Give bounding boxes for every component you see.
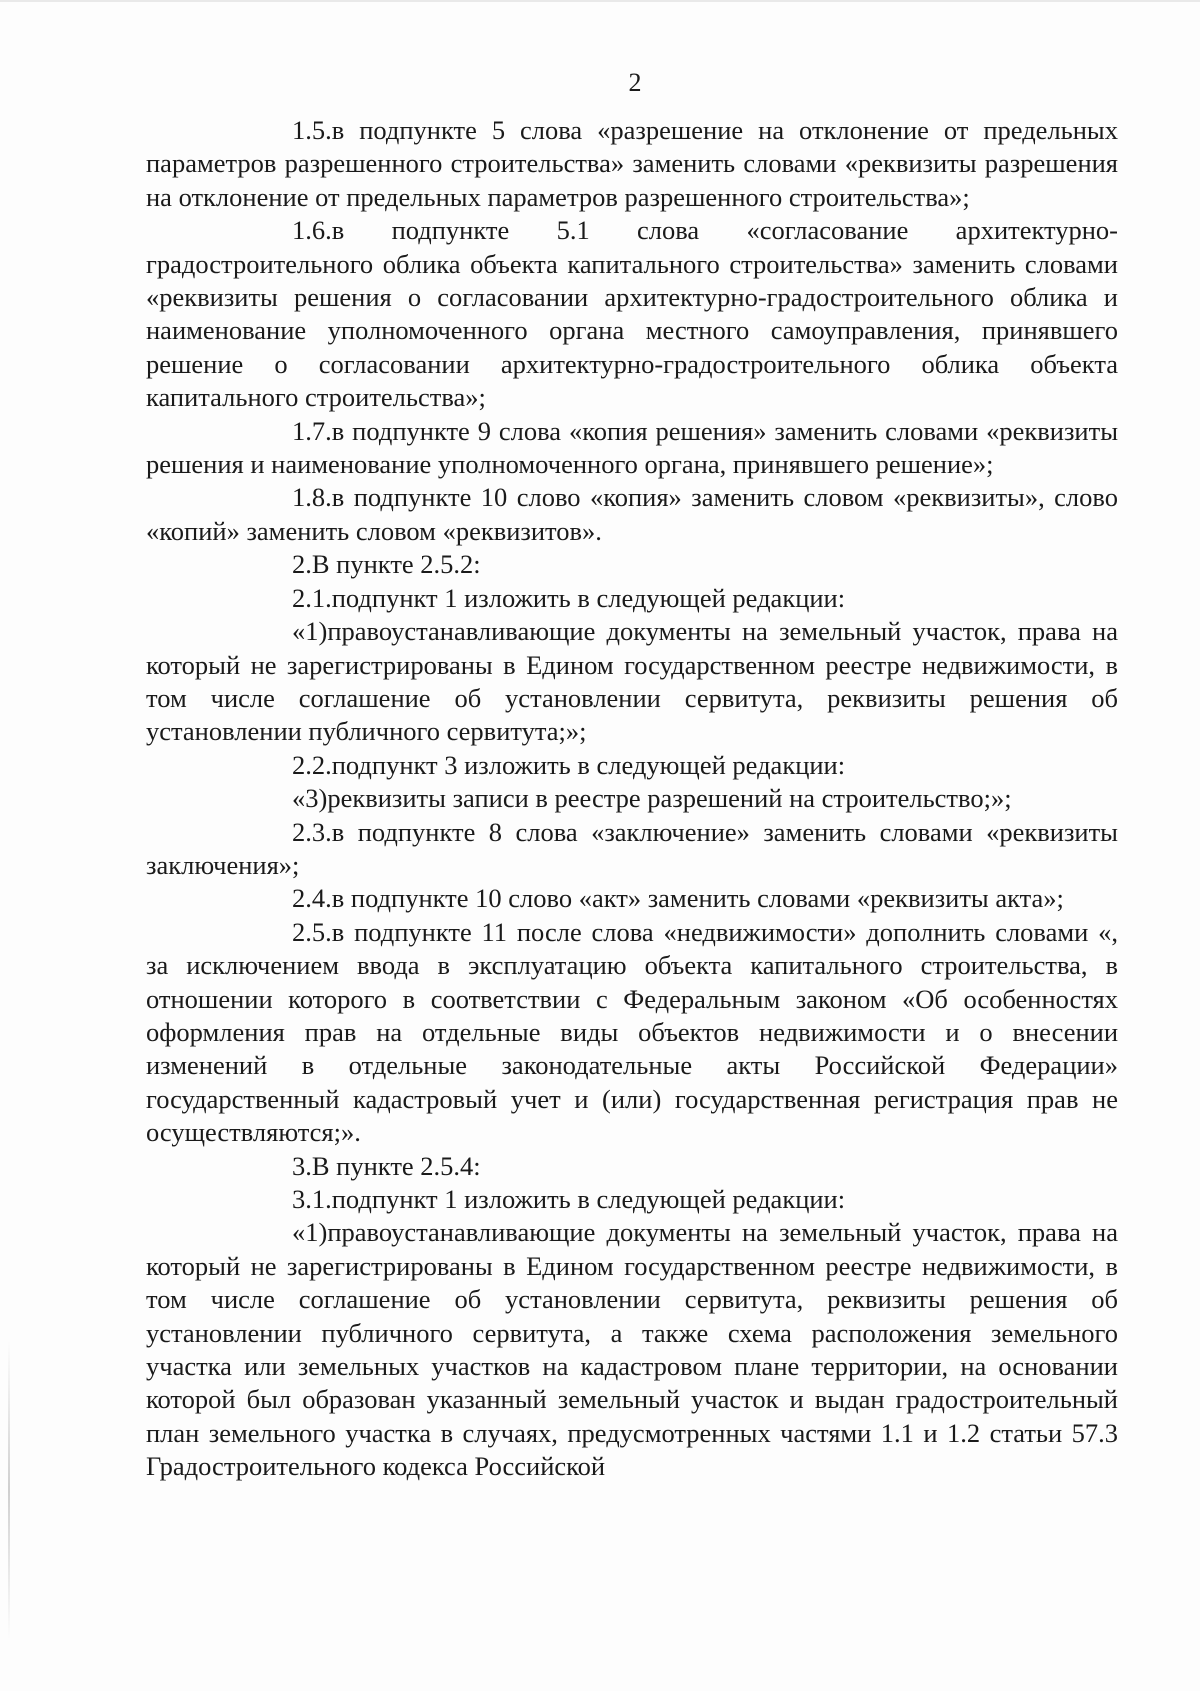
paragraph-text: реквизиты записи в реестре разрешений на строительство;»; bbox=[327, 783, 1012, 814]
paragraph-text: в подпункте 10 слово «акт» заменить словами «реквизиты акта»; bbox=[331, 883, 1064, 914]
paragraph-quote-3 bbox=[146, 782, 1118, 815]
paragraph-text: подпункт 1 изложить в следующей редакции: bbox=[331, 1184, 846, 1214]
item-number: 1.8. bbox=[292, 482, 332, 513]
document-body bbox=[146, 114, 1118, 1484]
paragraph-2 bbox=[146, 548, 1118, 581]
item-number: 2.2. bbox=[292, 749, 332, 780]
item-number: «1) bbox=[292, 616, 328, 647]
paragraph-text: правоустанавливающие документы на земельный участок, права на который не зарегистрированы в Едином государственном реестре недвижимости, в том числе соглашение об установлении сервитута, реквизиты решения об установлении публичного сервитута, а также схема расположения земельного участка или земельных участков на кадастровом плане территории, на основании которой был образован указанный земельный участок и выдан градостроительный план земельного участка в случаях, предусмотренных частями 1.1 и 1.2 статьи 57.3 Градостроительного кодекса Российской bbox=[146, 1217, 1118, 1482]
paragraph-2-2 bbox=[146, 749, 1118, 782]
paragraph-quote-1-a bbox=[146, 615, 1118, 749]
item-number: 3.1. bbox=[292, 1184, 332, 1214]
paragraph-text: в подпункте 10 слово «копия» заменить словом «реквизиты», слово «копий» заменить словом «реквизитов». bbox=[146, 482, 1118, 546]
paragraph-text: подпункт 3 изложить в следующей редакции: bbox=[331, 749, 846, 780]
paragraph-2-4 bbox=[146, 882, 1118, 915]
paragraph-text: в подпункте 5 слова «разрешение на отклонение от предельных параметров разрешенного строительства» заменить словами «реквизиты разрешения на отклонение от предельных параметров разрешенного строительства»; bbox=[146, 115, 1118, 212]
paragraph-text: в подпункте 9 слова «копия решения» заменить словами «реквизиты решения и наименование уполномоченного органа, принявшего решение»; bbox=[146, 415, 1118, 480]
paragraph-text: В пункте 2.5.2: bbox=[311, 549, 481, 580]
page-number: 2 bbox=[628, 68, 642, 97]
paragraph-3 bbox=[146, 1150, 1118, 1183]
paragraph-2-5 bbox=[146, 916, 1118, 1150]
scan-left-edge bbox=[8, 1340, 10, 1640]
item-number: 1.7. bbox=[292, 415, 332, 446]
paragraph-quote-1-b bbox=[146, 1216, 1118, 1483]
item-number: 3. bbox=[292, 1150, 312, 1181]
paragraph-text: в подпункте 8 слова «заключение» заменить словами «реквизиты заключения»; bbox=[146, 816, 1118, 880]
item-number: 2.4. bbox=[292, 883, 332, 914]
scan-top-edge bbox=[0, 0, 1200, 2]
paragraph-1-5 bbox=[146, 114, 1118, 214]
item-number: «3) bbox=[292, 783, 328, 814]
item-number: «1) bbox=[292, 1217, 328, 1248]
paragraph-text: В пункте 2.5.4: bbox=[311, 1150, 481, 1181]
paragraph-text: в подпункте 5.1 слова «согласование архитектурно-градостроительного облика объекта капитального строительства» заменить словами «реквизиты решения о согласовании архитектурно-градостроительного облика и наименование уполномоченного органа местного самоуправления, принявшего решение о согласовании архитектурно-градостроительного облика объекта капитального строительства»; bbox=[146, 215, 1118, 413]
item-number: 2. bbox=[292, 549, 312, 580]
item-number: 2.5. bbox=[292, 916, 332, 947]
paragraph-1-6 bbox=[146, 214, 1118, 414]
paragraph-1-8 bbox=[146, 481, 1118, 548]
paragraph-1-7 bbox=[146, 415, 1118, 482]
item-number: 2.1. bbox=[292, 582, 332, 613]
item-number: 1.6. bbox=[292, 215, 332, 246]
item-number: 1.5. bbox=[292, 115, 332, 145]
paragraph-2-1 bbox=[146, 582, 1118, 615]
item-number: 2.3. bbox=[292, 816, 332, 847]
paragraph-text: правоустанавливающие документы на земельный участок, права на который не зарегистрированы в Едином государственном реестре недвижимости, в том числе соглашение об установлении сервитута, реквизиты решения об установлении публичного сервитута;»; bbox=[146, 616, 1118, 747]
paragraph-text: в подпункте 11 после слова «недвижимости» дополнить словами «, за исключением ввода в эксплуатацию объекта капитального строительства, в отношении которого в соответствии с Федеральным законом «Об особенностях оформления прав на отдельные виды объектов недвижимости и о внесении изменений в отдельные законодательные акты Российской Федерации» государственный кадастровый учет и (или) государственная регистрация прав не осуществляются;». bbox=[146, 916, 1118, 1148]
paragraph-2-3 bbox=[146, 816, 1118, 883]
paragraph-3-1 bbox=[146, 1183, 1118, 1216]
paragraph-text: подпункт 1 изложить в следующей редакции: bbox=[331, 582, 846, 613]
